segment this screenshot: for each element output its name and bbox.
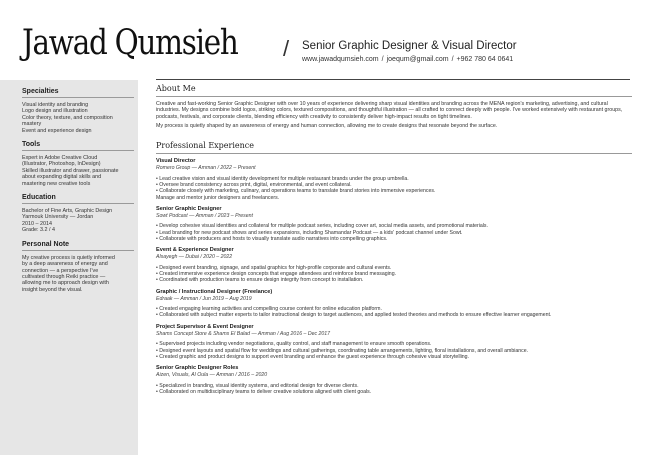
experience-section <box>156 141 632 395</box>
job-bullet: • Designed event branding, signage, and spatial graphics for high-profile corporate and cultural events. <box>156 265 632 271</box>
job-bullet: • Specialized in branding, visual identity systems, and editorial design for diverse clients. <box>156 383 632 389</box>
tools-line: Skilled illustrator and drawer, passionate <box>22 167 119 174</box>
email-link[interactable]: joequm@gmail.com <box>386 56 449 63</box>
name-title: Jawad Qumsieh <box>22 23 238 63</box>
job-title: Event & Experience Designer <box>156 247 234 254</box>
job-bullet: • Collaborated on multidisciplinary teams to deliver creative solutions aligned with client goals. <box>156 389 632 395</box>
role-title: Senior Graphic Designer & Visual Director <box>302 40 517 52</box>
job-bullet: • Supervised projects including vendor negotiations, quality control, and staff management to ensure smooth operations. <box>156 341 632 347</box>
job-title: Graphic / Instructional Designer (Freelance) <box>156 288 273 295</box>
job-bullet: • Collaborate closely with marketing, culinary, and operations teams to translate brand stories into immersive experiences. <box>156 188 632 194</box>
job-entry <box>156 324 632 360</box>
note-line: cultivated through Reiki practice — <box>22 273 106 280</box>
job-meta: Shams Concept Store & Shams El Balad — Amman / Aug 2016 – Dec 2017 <box>156 330 331 337</box>
job-bullet: • Oversee brand consistency across print, digital, environmental, and event collateral. <box>156 182 632 188</box>
job-entry <box>156 289 632 319</box>
resume-header <box>0 0 650 80</box>
education-line: 2010 – 2014 <box>22 220 52 227</box>
tools-line: Expert in Adobe Creative Cloud <box>22 155 98 162</box>
education-section <box>22 194 128 234</box>
note-line: connection — a perspective I've <box>22 267 99 274</box>
job-meta: Edraak — Amman / Jun 2019 – Aug 2019 <box>156 295 252 302</box>
education-line: Yarmouk University — Jordan <box>22 214 94 221</box>
section-heading: Education <box>22 194 134 204</box>
job-bullet: • Designed event layouts and spatial flow for weddings and cultural gatherings, coordinating table arrangements, lighting, floral installations, and overall ambiance. <box>156 348 632 354</box>
about-paragraph: My process is quietly shaped by an awareness of energy and human connection, allowing me to create designs that resonate beyond the surface. <box>156 122 498 129</box>
phone-number: +962 780 64 0641 <box>456 56 514 63</box>
job-meta: Romero Group — Amman / 2022 – Present <box>156 165 256 172</box>
tools-section <box>22 141 128 187</box>
about-paragraph: Creative and fast-working Senior Graphic Designer with over 10 years of experience delivering sharp visual identities and branding across the MENA region's marketing, advertising, and cultural industries. My designs combine bold logos, striking colors, textured compositions, and thoughtful illustration — all crafted to connect deeply with people. I've worked extensively with restaurant groups, podcasts, festivals, and corporate clients, blending efficiency with creativity to consistently deliver high-impact results on tight timelines. <box>156 101 623 120</box>
note-line: insight beyond the visual. <box>22 286 83 293</box>
job-bullet: • Created immersive experience design concepts that engage attendees and reinforce brand messaging. <box>156 271 632 277</box>
job-bullet: • Lead branding for new podcast shows and series expansions, including Shamandar Podcast — a kids' podcast channel under Sowt. <box>156 230 632 236</box>
personal-note-section <box>22 241 128 293</box>
job-bullet: Manage and mentor junior designers and freelancers. <box>156 194 280 201</box>
job-bullet: • Created engaging learning activities and compelling course content for online education platform. <box>156 306 632 312</box>
tools-line: mastering new creative tools <box>22 180 91 187</box>
job-entry <box>156 158 632 201</box>
main-content <box>156 84 632 400</box>
job-entry <box>156 365 632 395</box>
sidebar <box>0 80 138 455</box>
specialties-section <box>22 88 128 134</box>
job-bullet: • Develop cohesive visual identities and collateral for multiple podcast series, including cover art, social media assets, and promotional materials. <box>156 223 632 229</box>
about-section <box>156 84 632 129</box>
specialty-line: Logo design and illustration <box>22 108 88 115</box>
header-divider <box>156 79 630 80</box>
job-entry <box>156 206 632 242</box>
job-entry <box>156 247 632 283</box>
job-bullet: • Coordinated with production teams to ensure design integrity from concept to installation. <box>156 277 632 283</box>
job-bullet: • Collaborated with subject matter experts to tailor instructional design to target audiences, and applied tested theories and methods to ensure effective learner engagement. <box>156 312 632 318</box>
about-heading: About Me <box>156 84 632 97</box>
contact-line <box>302 56 513 63</box>
title-divider: / <box>283 36 290 61</box>
job-title: Senior Graphic Designer Roles <box>156 365 239 372</box>
education-line: Grade: 3.2 / 4 <box>22 227 55 234</box>
contact-separator: / <box>381 56 384 63</box>
experience-heading: Professional Experience <box>156 141 632 154</box>
section-heading: Specialties <box>22 88 134 98</box>
job-meta: Alsayegh — Dubai / 2020 – 2022 <box>156 254 233 261</box>
job-title: Visual Director <box>156 158 196 165</box>
job-bullet: • Lead creative vision and visual identity development for multiple restaurant brands under the group umbrella. <box>156 176 632 182</box>
section-heading: Tools <box>22 141 134 151</box>
job-meta: Aizen, Visuals, Al Oula — Amman / 2016 – 2020 <box>156 372 268 379</box>
job-bullet: • Created graphic and product designs to support event branding and enhance the guest experience through cohesive visual storytelling. <box>156 354 632 360</box>
job-bullet: • Collaborate with producers and hosts to visually translate audio narratives into compelling graphics. <box>156 236 632 242</box>
note-line: My creative process is quietly informed <box>22 254 115 261</box>
note-line: allowing me to approach design with <box>22 280 109 287</box>
tools-line: (Illustrator, Photoshop, InDesign) <box>22 161 101 168</box>
specialty-line: Event and experience design <box>22 127 92 134</box>
contact-separator: / <box>451 56 454 63</box>
section-heading: Personal Note <box>22 241 134 251</box>
tools-line: about expanding digital skills and <box>22 174 102 181</box>
education-line: Bachelor of Fine Arts, Graphic Design <box>22 208 113 215</box>
job-title: Project Supervisor & Event Designer <box>156 323 254 330</box>
specialty-line: Visual identity and branding <box>22 102 89 108</box>
specialty-line: Color theory, texture, and composition <box>22 114 113 121</box>
note-line: by a deep awareness of energy and <box>22 261 108 268</box>
job-title: Senior Graphic Designer <box>156 205 222 212</box>
specialty-line: mastery <box>22 121 42 128</box>
job-meta: Sowt Podcast — Amman / 2023 – Present <box>156 212 253 219</box>
website-link[interactable]: www.jawadqumsieh.com <box>302 56 379 63</box>
